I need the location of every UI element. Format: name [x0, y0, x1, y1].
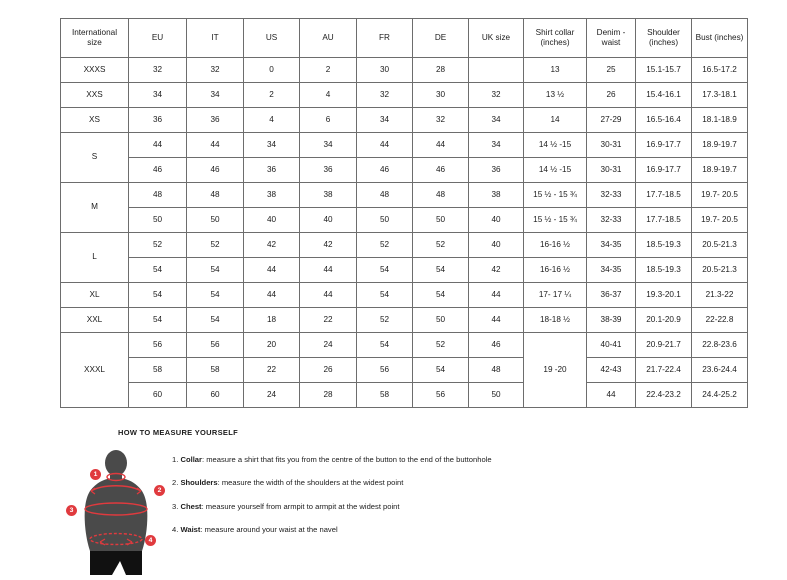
cell: 32 [413, 108, 469, 133]
cell: 18.1-18.9 [692, 108, 748, 133]
cell: 36 [300, 158, 357, 183]
cell: 34 [244, 133, 300, 158]
column-header-de: DE [413, 19, 469, 58]
cell: 28 [300, 383, 357, 408]
cell: 44 [587, 383, 636, 408]
item-text: : measure a shirt that fits you from the centre of the button to the end of the buttonhole [202, 455, 492, 464]
column-header-fr: FR [357, 19, 413, 58]
cell: 17.7-18.5 [636, 183, 692, 208]
measure-body [60, 447, 760, 575]
cell: 34 [300, 133, 357, 158]
cell: 18.5-19.3 [636, 258, 692, 283]
cell: 48 [357, 183, 413, 208]
cell: 54 [357, 333, 413, 358]
table-row [61, 258, 748, 283]
cell: 54 [413, 358, 469, 383]
cell: 14 ½ -15 [524, 158, 587, 183]
cell: 32 [129, 58, 187, 83]
measure-instruction-list [172, 447, 492, 548]
size-label: XXS [61, 83, 129, 108]
cell: 30 [413, 83, 469, 108]
cell: 50 [187, 208, 244, 233]
cell: 44 [300, 283, 357, 308]
cell: 50 [469, 383, 524, 408]
column-header-au: AU [300, 19, 357, 58]
cell: 50 [129, 208, 187, 233]
body-figure-illustration [60, 447, 172, 575]
cell: 40-41 [587, 333, 636, 358]
cell: 56 [187, 333, 244, 358]
column-header-uk-size: UK size [469, 19, 524, 58]
item-text: : measure around your waist at the navel [200, 524, 338, 534]
list-item: 4. Waist: measure around your waist at the navel [172, 524, 338, 534]
cell: 15 ½ - 15 ¾ [524, 208, 587, 233]
cell: 60 [129, 383, 187, 408]
cell: 52 [357, 233, 413, 258]
size-label: XS [61, 108, 129, 133]
cell: 18 [244, 308, 300, 333]
cell: 40 [469, 233, 524, 258]
cell: 50 [413, 308, 469, 333]
cell: 20.1-20.9 [636, 308, 692, 333]
column-header-us: US [244, 19, 300, 58]
size-label: S [61, 133, 129, 183]
table-row [61, 233, 748, 258]
cell: 24 [244, 383, 300, 408]
size-chart-table [60, 18, 748, 408]
cell: 58 [129, 358, 187, 383]
item-term: Waist [180, 524, 201, 534]
badge-shoulders: 2 [154, 485, 165, 496]
cell: 23.6-24.4 [692, 358, 748, 383]
cell: 36 [469, 158, 524, 183]
size-label: L [61, 233, 129, 283]
cell: 44 [413, 133, 469, 158]
cell: 16.5-17.2 [692, 58, 748, 83]
item-term: Chest [180, 501, 202, 511]
cell: 2 [300, 58, 357, 83]
item-text: : measure the width of the shoulders at the widest point [217, 478, 404, 488]
cell: 25 [587, 58, 636, 83]
cell: 54 [187, 258, 244, 283]
cell: 20.9-21.7 [636, 333, 692, 358]
table-row [61, 308, 748, 333]
measure-instructions-section [60, 428, 760, 575]
cell: 13 [524, 58, 587, 83]
cell: 44 [357, 133, 413, 158]
cell: 26 [300, 358, 357, 383]
cell: 54 [357, 258, 413, 283]
cell: 42 [469, 258, 524, 283]
cell: 42 [300, 233, 357, 258]
cell: 56 [129, 333, 187, 358]
table-row [61, 183, 748, 208]
cell: 46 [357, 158, 413, 183]
item-number: 2 [172, 478, 177, 488]
cell: 54 [187, 308, 244, 333]
cell: 42 [244, 233, 300, 258]
cell: 22.4-23.2 [636, 383, 692, 408]
cell: 36 [129, 108, 187, 133]
cell: 22-22.8 [692, 308, 748, 333]
cell: 34 [469, 133, 524, 158]
cell: 34 [469, 108, 524, 133]
cell: 22 [244, 358, 300, 383]
cell: 27-29 [587, 108, 636, 133]
cell: 26 [587, 83, 636, 108]
cell: 46 [469, 333, 524, 358]
size-label: XXXS [61, 58, 129, 83]
cell: 48 [187, 183, 244, 208]
table-row [61, 58, 748, 83]
item-number: 3 [172, 501, 177, 511]
column-header-international-size: International size [61, 19, 129, 58]
cell: 13 ½ [524, 83, 587, 108]
column-header-shoulder: Shoulder (inches) [636, 19, 692, 58]
cell: 44 [129, 133, 187, 158]
measure-section-title: HOW TO MEASURE YOURSELF [118, 428, 238, 437]
item-term: Shoulders [180, 478, 218, 488]
cell: 44 [244, 283, 300, 308]
cell: 18-18 ½ [524, 308, 587, 333]
cell: 48 [469, 358, 524, 383]
cell: 38-39 [587, 308, 636, 333]
cell: 44 [469, 283, 524, 308]
cell: 52 [129, 233, 187, 258]
column-header-it: IT [187, 19, 244, 58]
cell: 38 [244, 183, 300, 208]
cell: 50 [357, 208, 413, 233]
cell: 22 [300, 308, 357, 333]
cell: 19.7- 20.5 [692, 208, 748, 233]
list-item: 2. Shoulders: measure the width of the shoulders at the widest point [172, 478, 404, 488]
cell: 58 [187, 358, 244, 383]
cell: 56 [357, 358, 413, 383]
cell: 36-37 [587, 283, 636, 308]
cell: 17.3-18.1 [692, 83, 748, 108]
cell: 36 [244, 158, 300, 183]
cell: 19.3-20.1 [636, 283, 692, 308]
cell: 17.7-18.5 [636, 208, 692, 233]
size-label: XL [61, 283, 129, 308]
cell: 46 [413, 158, 469, 183]
table-row [61, 383, 748, 408]
column-header-eu: EU [129, 19, 187, 58]
cell: 52 [187, 233, 244, 258]
size-label: XXXL [61, 333, 129, 408]
cell: 52 [413, 333, 469, 358]
cell: 34 [357, 108, 413, 133]
cell: 19.7- 20.5 [692, 183, 748, 208]
cell: 54 [129, 258, 187, 283]
cell: 60 [187, 383, 244, 408]
cell: 21.3-22 [692, 283, 748, 308]
item-text: : measure yourself from armpit to armpit at the widest point [201, 501, 400, 511]
column-header-shirt-collar: Shirt collar (inches) [524, 19, 587, 58]
cell: 38 [469, 183, 524, 208]
cell: 38 [300, 183, 357, 208]
cell: 54 [413, 258, 469, 283]
size-label: XXL [61, 308, 129, 333]
cell: 16-16 ½ [524, 258, 587, 283]
cell: 34 [129, 83, 187, 108]
cell: 40 [244, 208, 300, 233]
cell: 16.9-17.7 [636, 158, 692, 183]
cell: 52 [413, 233, 469, 258]
cell: 52 [357, 308, 413, 333]
badge-chest: 3 [66, 505, 77, 516]
table-row [61, 333, 748, 358]
column-header-denim-waist: Denim - waist [587, 19, 636, 58]
table-row [61, 133, 748, 158]
cell: 44 [187, 133, 244, 158]
cell: 44 [244, 258, 300, 283]
cell: 20.5-21.3 [692, 233, 748, 258]
cell: 56 [413, 383, 469, 408]
cell: 24 [300, 333, 357, 358]
table-row [61, 83, 748, 108]
list-item: 3. Chest: measure yourself from armpit to armpit at the widest point [172, 501, 400, 511]
cell: 17- 17 ¼ [524, 283, 587, 308]
cell: 54 [129, 283, 187, 308]
cell: 32-33 [587, 183, 636, 208]
cell: 4 [300, 83, 357, 108]
cell: 24.4-25.2 [692, 383, 748, 408]
cell: 16-16 ½ [524, 233, 587, 258]
cell: 46 [187, 158, 244, 183]
cell: 34 [187, 83, 244, 108]
cell: 30 [357, 58, 413, 83]
cell: 16.9-17.7 [636, 133, 692, 158]
cell: 21.7-22.4 [636, 358, 692, 383]
cell: 36 [187, 108, 244, 133]
cell: 15.1-15.7 [636, 58, 692, 83]
item-number: 4 [172, 524, 177, 534]
cell: 32-33 [587, 208, 636, 233]
cell: 18.9-19.7 [692, 133, 748, 158]
item-term: Collar [180, 455, 202, 464]
cell: 4 [244, 108, 300, 133]
cell: 18.9-19.7 [692, 158, 748, 183]
cell: 54 [357, 283, 413, 308]
column-header-bust: Bust (inches) [692, 19, 748, 58]
table-body [61, 58, 748, 408]
cell: 48 [413, 183, 469, 208]
cell: 22.8-23.6 [692, 333, 748, 358]
cell: 6 [300, 108, 357, 133]
cell: 48 [129, 183, 187, 208]
cell: 14 [524, 108, 587, 133]
table-row [61, 208, 748, 233]
cell: 30-31 [587, 133, 636, 158]
item-number: 1 [172, 455, 177, 464]
cell: 34-35 [587, 258, 636, 283]
badge-waist: 4 [145, 535, 156, 546]
cell: 42-43 [587, 358, 636, 383]
cell: 32 [357, 83, 413, 108]
cell: 50 [413, 208, 469, 233]
cell: 16.5-16.4 [636, 108, 692, 133]
cell: 15.4-16.1 [636, 83, 692, 108]
cell: 30-31 [587, 158, 636, 183]
badge-collar: 1 [90, 469, 101, 480]
cell: 54 [413, 283, 469, 308]
cell: 40 [300, 208, 357, 233]
cell: 54 [129, 308, 187, 333]
cell: 40 [469, 208, 524, 233]
cell: 58 [357, 383, 413, 408]
table-row [61, 108, 748, 133]
cell: 20 [244, 333, 300, 358]
table-header-row [61, 19, 748, 58]
table-row [61, 283, 748, 308]
list-item: 1. Collar: measure a shirt that fits you from the centre of the button to the end of the buttonhole [172, 455, 492, 464]
cell: 28 [413, 58, 469, 83]
table-row [61, 158, 748, 183]
cell: 15 ½ - 15 ¾ [524, 183, 587, 208]
cell: 46 [129, 158, 187, 183]
cell: 44 [300, 258, 357, 283]
cell [469, 58, 524, 83]
cell: 2 [244, 83, 300, 108]
cell: 32 [187, 58, 244, 83]
cell: 32 [469, 83, 524, 108]
cell: 44 [469, 308, 524, 333]
table-row [61, 358, 748, 383]
size-label: M [61, 183, 129, 233]
cell: 54 [187, 283, 244, 308]
cell: 34-35 [587, 233, 636, 258]
cell-shirt-collar-merged: 19 -20 [524, 333, 587, 408]
cell: 14 ½ -15 [524, 133, 587, 158]
cell: 20.5-21.3 [692, 258, 748, 283]
cell: 18.5-19.3 [636, 233, 692, 258]
cell: 0 [244, 58, 300, 83]
